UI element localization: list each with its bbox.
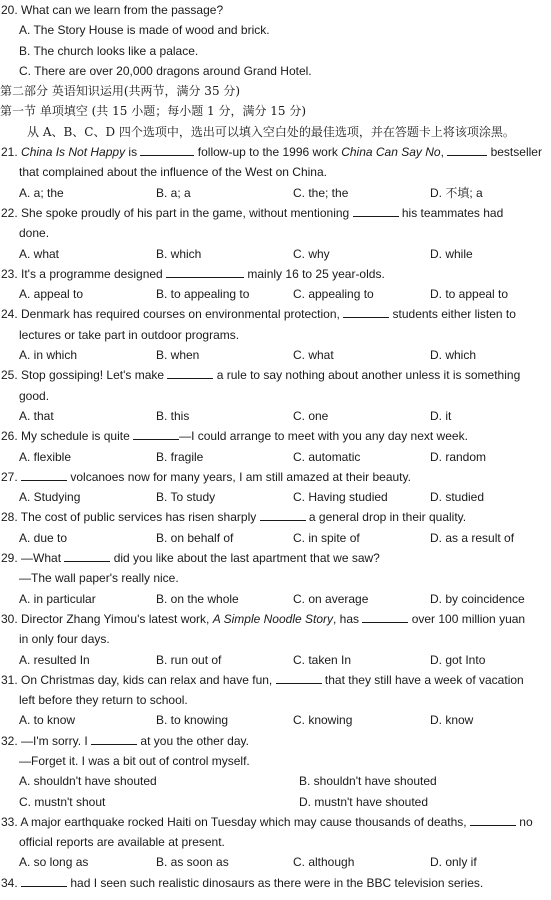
question-27-stem: 27. volcanoes now for many years, I am still amazed at their beauty. — [1, 469, 411, 484]
question-31-options — [0, 710, 551, 730]
answer-blank — [140, 144, 194, 156]
option-b: B. To study — [156, 490, 216, 505]
question-24-stem: 24. Denmark has required courses on environmental protection, students either listen to — [1, 307, 516, 322]
question-23-stem: 23. It's a programme designed mainly 16 to 25 year-olds. — [1, 266, 385, 281]
answer-blank — [64, 550, 110, 562]
option-a: A. what — [19, 246, 60, 261]
option-b: B. when — [156, 348, 200, 363]
question-29-stem: 29. —What did you like about the last apartment that we saw? — [1, 551, 380, 566]
question-20-option-c: C. There are over 20,000 dragons around Grand Hotel. — [19, 63, 312, 78]
question-22-options — [0, 244, 551, 264]
option-a: A. due to — [19, 530, 68, 545]
option-c: C. automatic — [293, 449, 361, 464]
option-b: B. on the whole — [156, 591, 239, 606]
option-a: A. appeal to — [19, 287, 84, 302]
answer-blank — [362, 611, 408, 623]
question-30-continuation: in only four days. — [19, 632, 110, 647]
answer-blank — [470, 814, 516, 826]
question-25-continuation: good. — [19, 388, 50, 403]
option-c: C. the; the — [293, 185, 349, 200]
question-32-stem: 32. —I'm sorry. I at you the other day. — [1, 733, 249, 748]
option-b: B. on behalf of — [156, 530, 234, 545]
option-b: B. this — [156, 408, 190, 423]
option-c: C. Having studied — [293, 490, 388, 505]
option-d: D. got Into — [430, 652, 486, 667]
question-21-continuation: that complained about the influence of the West on China. — [19, 165, 327, 180]
answer-blank — [353, 205, 399, 217]
question-34-stem: 34. had I seen such realistic dinosaurs as there were in the BBC television series. — [1, 875, 484, 890]
option-a: A. flexible — [19, 449, 72, 464]
question-29-reply: —The wall paper's really nice. — [19, 571, 179, 586]
option-a: A. in which — [19, 348, 78, 363]
option-d: D. only if — [430, 855, 477, 870]
option-b: B. shouldn't have shouted — [299, 774, 437, 789]
question-33-stem: 33. A major earthquake rocked Haiti on Tuesday which may cause thousands of deaths, no — [1, 814, 533, 829]
answer-blank — [260, 509, 306, 521]
option-d: D. studied — [430, 490, 485, 505]
film-title: A Simple Noodle Story — [212, 611, 333, 626]
option-c: C. appealing to — [293, 287, 374, 302]
option-c: C. one — [293, 408, 329, 423]
option-d: D. 不填; a — [430, 185, 483, 200]
option-b: B. fragile — [156, 449, 204, 464]
question-33-options — [0, 852, 551, 872]
option-d: D. by coincidence — [430, 591, 525, 606]
question-31-stem: 31. On Christmas day, kids can relax and have fun, that they still have a week of vacation — [1, 672, 524, 687]
question-20-stem: 20. What can we learn from the passage? — [1, 3, 224, 17]
question-32-options-row-1 — [0, 771, 551, 791]
option-d: D. as a result of — [430, 530, 515, 545]
option-a: A. in particular — [19, 591, 96, 606]
option-c: C. on average — [293, 591, 369, 606]
question-21-stem: 21. China Is Not Happy is follow-up to the 1996 work China Can Say No, bestseller — [1, 145, 542, 160]
answer-blank — [91, 733, 137, 745]
option-a: A. Studying — [19, 490, 81, 505]
question-29-options — [0, 589, 551, 609]
option-c: C. knowing — [293, 713, 353, 728]
option-a: A. a; the — [19, 185, 64, 200]
option-b: B. as soon as — [156, 855, 229, 870]
question-number: 21. — [1, 145, 18, 160]
option-d: D. random — [430, 449, 487, 464]
book-title: China Can Say No — [341, 145, 441, 160]
option-a: A. resulted In — [19, 652, 90, 667]
answer-blank — [447, 144, 487, 156]
option-b: B. a; a — [156, 185, 191, 200]
question-21-options — [0, 183, 551, 203]
option-d: D. which — [430, 348, 477, 363]
option-b: B. which — [156, 246, 202, 261]
question-28-stem: 28. The cost of public services has risen sharply a general drop in their quality. — [1, 510, 467, 525]
option-c: C. what — [293, 348, 334, 363]
option-c: C. taken In — [293, 652, 352, 667]
question-26-stem: 26. My schedule is quite —I could arrange to meet with you any day next week. — [1, 429, 468, 444]
option-a: A. so long as — [19, 855, 89, 870]
question-32-options-row-2 — [0, 792, 551, 812]
section-1-heading: 第一节 单项填空 (共 15 小题；每小题 1 分，满分 15 分) — [0, 104, 307, 119]
question-28-options — [0, 528, 551, 548]
question-31-continuation: left before they return to school. — [19, 693, 188, 708]
question-26-options — [0, 447, 551, 467]
question-25-stem: 25. Stop gossiping! Let's make a rule to say nothing about another unless it is something — [1, 368, 521, 383]
option-b: B. run out of — [156, 652, 222, 667]
option-a: A. shouldn't have shouted — [19, 774, 157, 789]
question-23-options — [0, 284, 551, 304]
question-30-options — [0, 650, 551, 670]
question-22-stem: 22. She spoke proudly of his part in the game, without mentioning his teammates had — [1, 205, 504, 220]
question-20-option-a: A. The Story House is made of wood and brick. — [19, 23, 270, 38]
option-c: C. in spite of — [293, 530, 360, 545]
option-a: A. to know — [19, 713, 76, 728]
question-32-reply: —Forget it. I was a bit out of control myself. — [19, 753, 250, 768]
answer-blank — [343, 306, 389, 318]
question-24-options — [0, 345, 551, 365]
part-2-heading: 第二部分 英语知识运用(共两节，满分 35 分) — [0, 84, 241, 99]
answer-blank — [21, 875, 67, 887]
option-d: D. to appeal to — [430, 287, 509, 302]
question-25-options — [0, 406, 551, 426]
answer-blank — [276, 672, 322, 684]
option-c: C. although — [293, 855, 355, 870]
question-30-stem: 30. Director Zhang Yimou's latest work, A Simple Noodle Story, has over 100 million yuan — [1, 611, 526, 626]
answer-blank — [21, 469, 67, 481]
question-22-continuation: done. — [19, 226, 50, 241]
option-d: D. while — [430, 246, 473, 261]
option-c: C. mustn't shout — [19, 794, 106, 809]
option-b: B. to appealing to — [156, 287, 250, 302]
question-20-option-b: B. The church looks like a palace. — [19, 43, 199, 58]
question-27-options — [0, 487, 551, 507]
option-d: D. it — [430, 408, 452, 423]
question-24-continuation: lectures or take part in outdoor programs. — [19, 327, 240, 342]
section-instruction: 从 A、B、C、D 四个选项中，选出可以填入空白处的最佳选项，并在答题卡上将该项涂黑。 — [27, 124, 515, 139]
answer-blank — [133, 428, 179, 440]
option-b: B. to knowing — [156, 713, 229, 728]
book-title: China Is Not Happy — [21, 145, 126, 160]
option-a: A. that — [19, 408, 54, 423]
option-d: D. know — [430, 713, 474, 728]
answer-blank — [167, 367, 213, 379]
answer-blank — [166, 266, 244, 278]
question-33-continuation: official reports are available at present. — [19, 835, 225, 850]
option-d: D. mustn't have shouted — [299, 794, 429, 809]
option-c: C. why — [293, 246, 330, 261]
